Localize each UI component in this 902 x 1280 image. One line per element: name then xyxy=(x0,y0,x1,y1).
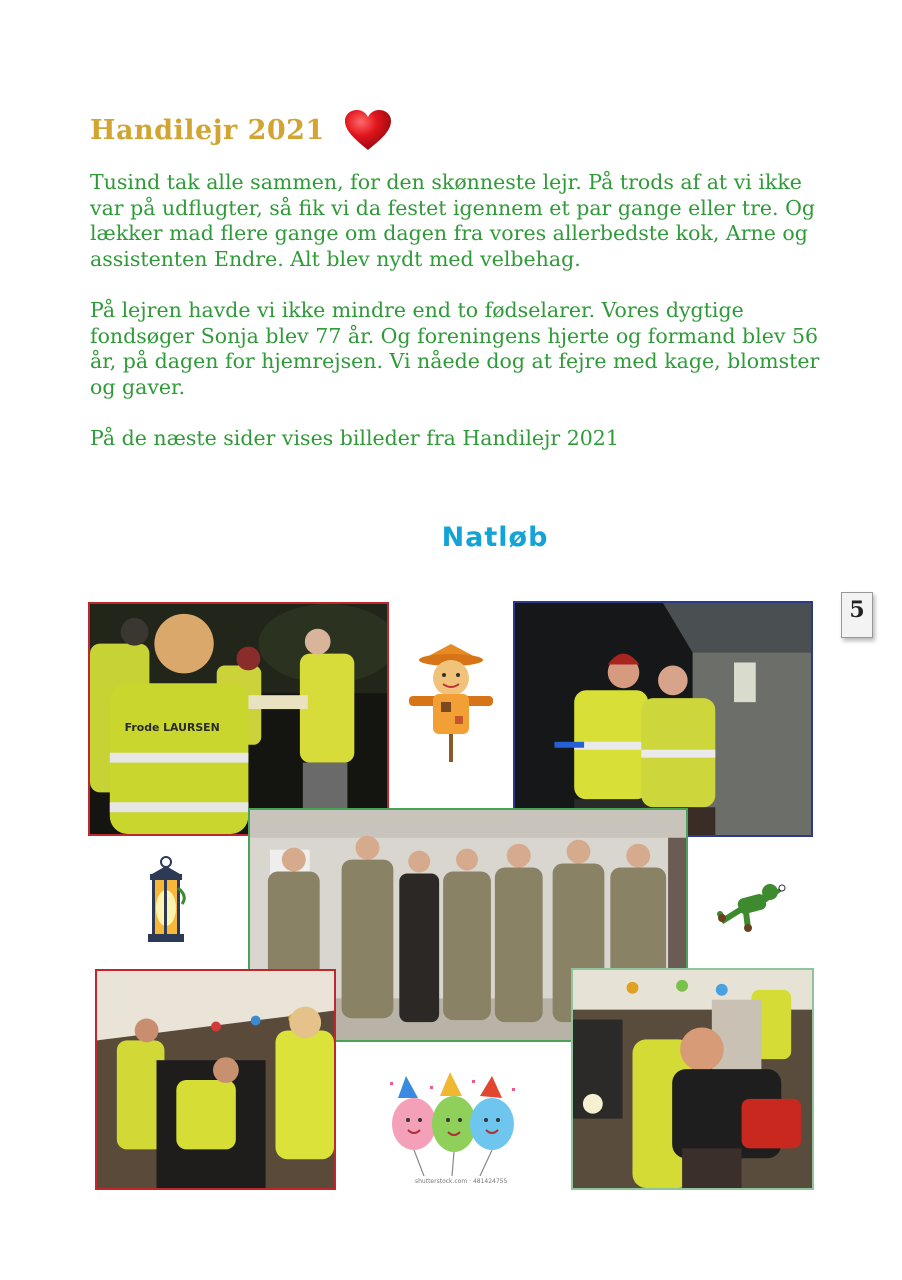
photo-night-vests-right xyxy=(513,601,813,837)
section-title: Natløb xyxy=(441,522,549,553)
page-number: 5 xyxy=(841,592,873,638)
photo-tent-right xyxy=(571,968,814,1190)
lantern-icon xyxy=(142,856,190,944)
paragraph: På de næste sider vises billeder fra Handilejr 2021 xyxy=(90,426,619,450)
photo-tent-left xyxy=(95,969,336,1190)
body-text xyxy=(90,170,830,478)
runner-icon xyxy=(716,880,788,932)
scarecrow-icon xyxy=(405,642,497,762)
image-credit: shutterstock.com · 481424755 xyxy=(415,1178,508,1185)
party-balloons-icon xyxy=(384,1072,524,1176)
vest-label: Frode LAURSEN xyxy=(124,720,220,734)
photo-night-vests-left xyxy=(88,602,389,836)
heading xyxy=(90,108,393,152)
paragraph: På lejren havde vi ikke mindre end to fødselarer. Vores dygtige fondsøger Sonja blev 77 år. Og foreningens hjerte og formand blev 56 år, på dagen for hjemrejsen. Vi nåede dog at fejre med kage, blomster og gaver. xyxy=(90,298,820,399)
heart-icon xyxy=(343,108,393,152)
paragraph: Tusind tak alle sammen, for den skønneste lejr. På trods af at vi ikke var på udflugter, så fik vi da festet igennem et par gange eller tre. Og lækker mad flere gange om dagen fra vores allerbedste kok, Arne og assistenten Endre. Alt blev nydt med velbehag. xyxy=(90,170,815,271)
page-title: Handilejr 2021 xyxy=(90,114,325,146)
